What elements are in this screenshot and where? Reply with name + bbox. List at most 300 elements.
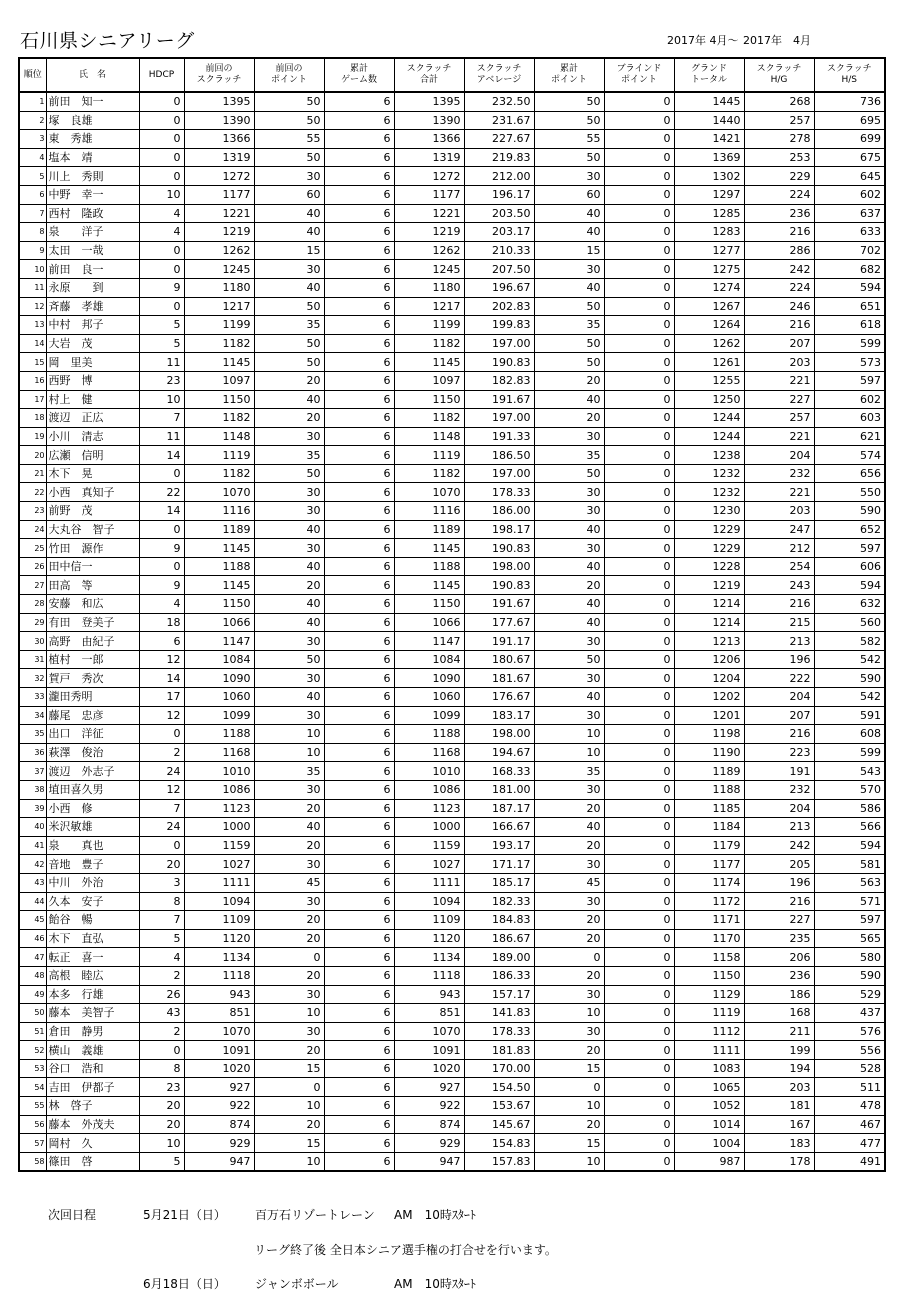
value-cell: 1277 [674, 241, 744, 260]
value-cell: 178.33 [464, 483, 534, 502]
value-cell: 581 [814, 855, 885, 874]
value-cell: 30 [534, 892, 604, 911]
value-cell: 675 [814, 148, 885, 167]
name-cell: 本多 行雄 [46, 985, 139, 1004]
value-cell: 695 [814, 111, 885, 130]
value-cell: 1189 [394, 520, 464, 539]
value-cell: 1091 [394, 1041, 464, 1060]
value-cell: 236 [744, 204, 814, 223]
column-header: 前回の ポイント [254, 58, 324, 92]
value-cell: 40 [534, 223, 604, 242]
rank-cell: 45 [19, 911, 46, 930]
value-cell: 20 [534, 836, 604, 855]
value-cell: 563 [814, 873, 885, 892]
value-cell: 171.17 [464, 855, 534, 874]
table-row [19, 632, 885, 651]
value-cell: 0 [604, 650, 674, 669]
value-cell: 45 [534, 873, 604, 892]
table-row [19, 780, 885, 799]
name-cell: 小西 修 [46, 799, 139, 818]
value-cell: 637 [814, 204, 885, 223]
rank-cell: 2 [19, 111, 46, 130]
value-cell: 1052 [674, 1097, 744, 1116]
value-cell: 1217 [184, 297, 254, 316]
value-cell: 212 [744, 539, 814, 558]
value-cell: 0 [604, 1097, 674, 1116]
value-cell: 198.00 [464, 725, 534, 744]
rank-cell: 5 [19, 167, 46, 186]
value-cell: 1094 [394, 892, 464, 911]
table-row [19, 185, 885, 204]
value-cell: 191.67 [464, 595, 534, 614]
value-cell: 1264 [674, 316, 744, 335]
value-cell: 210.33 [464, 241, 534, 260]
name-cell: 篠田 啓 [46, 1152, 139, 1171]
value-cell: 186.33 [464, 966, 534, 985]
value-cell: 0 [604, 1134, 674, 1153]
value-cell: 30 [534, 539, 604, 558]
value-cell: 40 [254, 223, 324, 242]
table-row [19, 334, 885, 353]
value-cell: 651 [814, 297, 885, 316]
value-cell: 6 [324, 241, 394, 260]
value-cell: 1285 [674, 204, 744, 223]
column-header: スクラッチ H/G [744, 58, 814, 92]
value-cell: 50 [534, 111, 604, 130]
value-cell: 1070 [184, 483, 254, 502]
value-cell: 1261 [674, 353, 744, 372]
value-cell: 0 [604, 929, 674, 948]
value-cell: 20 [254, 576, 324, 595]
value-cell: 40 [534, 390, 604, 409]
value-cell: 30 [534, 985, 604, 1004]
value-cell: 257 [744, 111, 814, 130]
value-cell: 6 [324, 409, 394, 428]
value-cell: 597 [814, 911, 885, 930]
value-cell: 922 [394, 1097, 464, 1116]
rank-cell: 30 [19, 632, 46, 651]
value-cell: 1091 [184, 1041, 254, 1060]
value-cell: 2 [139, 1022, 184, 1041]
rank-cell: 46 [19, 929, 46, 948]
value-cell: 1145 [184, 353, 254, 372]
value-cell: 602 [814, 185, 885, 204]
table-row [19, 799, 885, 818]
rank-cell: 49 [19, 985, 46, 1004]
value-cell: 20 [254, 836, 324, 855]
value-cell: 247 [744, 520, 814, 539]
value-cell: 0 [604, 818, 674, 837]
value-cell: 1145 [394, 539, 464, 558]
rank-cell: 19 [19, 427, 46, 446]
name-cell: 泉 洋子 [46, 223, 139, 242]
value-cell: 874 [184, 1115, 254, 1134]
value-cell: 0 [604, 111, 674, 130]
value-cell: 182.83 [464, 371, 534, 390]
value-cell: 0 [604, 1041, 674, 1060]
value-cell: 141.83 [464, 1004, 534, 1023]
value-cell: 10 [534, 743, 604, 762]
value-cell: 6 [324, 929, 394, 948]
name-cell: 村上 健 [46, 390, 139, 409]
value-cell: 1245 [184, 260, 254, 279]
value-cell: 927 [184, 1078, 254, 1097]
value-cell: 50 [254, 334, 324, 353]
value-cell: 1255 [674, 371, 744, 390]
value-cell: 178 [744, 1152, 814, 1171]
value-cell: 190.83 [464, 576, 534, 595]
value-cell: 1182 [184, 464, 254, 483]
value-cell: 1182 [394, 409, 464, 428]
value-cell: 50 [534, 650, 604, 669]
value-cell: 0 [139, 148, 184, 167]
value-cell: 682 [814, 260, 885, 279]
table-row [19, 873, 885, 892]
value-cell: 1014 [674, 1115, 744, 1134]
value-cell: 1250 [674, 390, 744, 409]
value-cell: 1145 [184, 539, 254, 558]
value-cell: 1177 [184, 185, 254, 204]
value-cell: 30 [534, 502, 604, 521]
value-cell: 1134 [394, 948, 464, 967]
value-cell: 196.67 [464, 278, 534, 297]
value-cell: 14 [139, 669, 184, 688]
value-cell: 145.67 [464, 1115, 534, 1134]
value-cell: 50 [534, 334, 604, 353]
value-cell: 206 [744, 948, 814, 967]
value-cell: 1369 [674, 148, 744, 167]
value-cell: 0 [604, 260, 674, 279]
value-cell: 20 [534, 576, 604, 595]
value-cell: 20 [254, 1041, 324, 1060]
name-cell: 広瀬 信明 [46, 446, 139, 465]
value-cell: 0 [139, 167, 184, 186]
value-cell: 20 [254, 911, 324, 930]
value-cell: 7 [139, 799, 184, 818]
value-cell: 35 [254, 316, 324, 335]
value-cell: 6 [324, 836, 394, 855]
value-cell: 6 [324, 743, 394, 762]
value-cell: 1232 [674, 464, 744, 483]
value-cell: 40 [254, 818, 324, 837]
value-cell: 1228 [674, 557, 744, 576]
value-cell: 10 [534, 1004, 604, 1023]
table-row [19, 483, 885, 502]
value-cell: 6 [324, 371, 394, 390]
rank-cell: 55 [19, 1097, 46, 1116]
value-cell: 20 [139, 1115, 184, 1134]
value-cell: 1262 [674, 334, 744, 353]
value-cell: 20 [139, 1097, 184, 1116]
value-cell: 511 [814, 1078, 885, 1097]
value-cell: 702 [814, 241, 885, 260]
value-cell: 590 [814, 669, 885, 688]
value-cell: 167 [744, 1115, 814, 1134]
value-cell: 1172 [674, 892, 744, 911]
value-cell: 35 [534, 316, 604, 335]
value-cell: 6 [324, 911, 394, 930]
value-cell: 9 [139, 539, 184, 558]
value-cell: 8 [139, 892, 184, 911]
value-cell: 186 [744, 985, 814, 1004]
value-cell: 253 [744, 148, 814, 167]
value-cell: 50 [254, 92, 324, 111]
value-cell: 602 [814, 390, 885, 409]
value-cell: 193.17 [464, 836, 534, 855]
table-row [19, 613, 885, 632]
next-date: 5月21日（日） [143, 1208, 226, 1222]
rank-cell: 50 [19, 1004, 46, 1023]
value-cell: 0 [534, 948, 604, 967]
value-cell: 1060 [184, 688, 254, 707]
value-cell: 0 [604, 502, 674, 521]
value-cell: 50 [254, 111, 324, 130]
value-cell: 929 [184, 1134, 254, 1153]
value-cell: 1180 [184, 278, 254, 297]
value-cell: 202.83 [464, 297, 534, 316]
table-row [19, 502, 885, 521]
value-cell: 227.67 [464, 130, 534, 149]
name-cell: 斉藤 孝雄 [46, 297, 139, 316]
value-cell: 0 [139, 520, 184, 539]
value-cell: 186.00 [464, 502, 534, 521]
value-cell: 1189 [184, 520, 254, 539]
value-cell: 278 [744, 130, 814, 149]
value-cell: 0 [604, 167, 674, 186]
column-header: HDCP [139, 58, 184, 92]
value-cell: 1221 [394, 204, 464, 223]
value-cell: 204 [744, 799, 814, 818]
value-cell: 50 [534, 464, 604, 483]
value-cell: 0 [604, 223, 674, 242]
value-cell: 6 [324, 1059, 394, 1078]
value-cell: 15 [254, 241, 324, 260]
value-cell: 1150 [184, 595, 254, 614]
value-cell: 1204 [674, 669, 744, 688]
value-cell: 5 [139, 929, 184, 948]
value-cell: 190.83 [464, 539, 534, 558]
rank-cell: 18 [19, 409, 46, 428]
value-cell: 1170 [674, 929, 744, 948]
value-cell: 9 [139, 576, 184, 595]
rank-cell: 44 [19, 892, 46, 911]
value-cell: 1182 [184, 409, 254, 428]
name-cell: 米沢敏雄 [46, 818, 139, 837]
value-cell: 1000 [184, 818, 254, 837]
value-cell: 6 [324, 688, 394, 707]
name-cell: 瀧田秀明 [46, 688, 139, 707]
value-cell: 182.33 [464, 892, 534, 911]
value-cell: 10 [254, 1004, 324, 1023]
value-cell: 0 [604, 725, 674, 744]
value-cell: 0 [139, 464, 184, 483]
table-row [19, 836, 885, 855]
value-cell: 947 [394, 1152, 464, 1171]
rank-cell: 52 [19, 1041, 46, 1060]
value-cell: 30 [254, 892, 324, 911]
value-cell: 1262 [184, 241, 254, 260]
table-row [19, 1115, 885, 1134]
table-body [19, 92, 885, 1171]
rank-cell: 7 [19, 204, 46, 223]
value-cell: 1159 [184, 836, 254, 855]
table-row [19, 111, 885, 130]
table-row [19, 1059, 885, 1078]
value-cell: 5 [139, 316, 184, 335]
value-cell: 6 [324, 595, 394, 614]
value-cell: 1319 [184, 148, 254, 167]
table-row [19, 557, 885, 576]
value-cell: 186.50 [464, 446, 534, 465]
name-cell: 前田 良一 [46, 260, 139, 279]
value-cell: 15 [534, 1134, 604, 1153]
value-cell: 6 [324, 725, 394, 744]
value-cell: 597 [814, 539, 885, 558]
name-cell: 谷口 浩和 [46, 1059, 139, 1078]
rank-cell: 10 [19, 260, 46, 279]
value-cell: 26 [139, 985, 184, 1004]
value-cell: 542 [814, 650, 885, 669]
name-cell: 転正 喜一 [46, 948, 139, 967]
value-cell: 216 [744, 316, 814, 335]
value-cell: 205 [744, 855, 814, 874]
table-row [19, 818, 885, 837]
name-cell: 大岩 茂 [46, 334, 139, 353]
value-cell: 55 [254, 130, 324, 149]
value-cell: 1119 [674, 1004, 744, 1023]
rank-cell: 22 [19, 483, 46, 502]
value-cell: 0 [139, 836, 184, 855]
value-cell: 8 [139, 1059, 184, 1078]
name-cell: 前野 茂 [46, 502, 139, 521]
value-cell: 216 [744, 725, 814, 744]
value-cell: 198.00 [464, 557, 534, 576]
value-cell: 203 [744, 1078, 814, 1097]
value-cell: 216 [744, 595, 814, 614]
name-cell: 岡 里美 [46, 353, 139, 372]
value-cell: 6 [324, 892, 394, 911]
value-cell: 20 [254, 1115, 324, 1134]
name-cell: 藤本 外茂夫 [46, 1115, 139, 1134]
rank-cell: 14 [19, 334, 46, 353]
column-header: スクラッチ H/S [814, 58, 885, 92]
value-cell: 186.67 [464, 929, 534, 948]
value-cell: 12 [139, 780, 184, 799]
value-cell: 183.17 [464, 706, 534, 725]
second-venue: ジャンボボール [255, 1277, 339, 1291]
value-cell: 0 [604, 92, 674, 111]
table-header-row [19, 58, 885, 92]
value-cell: 20 [254, 799, 324, 818]
value-cell: 0 [139, 557, 184, 576]
value-cell: 4 [139, 204, 184, 223]
value-cell: 6 [324, 185, 394, 204]
value-cell: 243 [744, 576, 814, 595]
name-cell: 有田 登美子 [46, 613, 139, 632]
rank-cell: 40 [19, 818, 46, 837]
value-cell: 10 [254, 743, 324, 762]
value-cell: 1262 [394, 241, 464, 260]
name-cell: 木下 直弘 [46, 929, 139, 948]
value-cell: 1201 [674, 706, 744, 725]
table-row [19, 223, 885, 242]
value-cell: 6 [324, 334, 394, 353]
value-cell: 170.00 [464, 1059, 534, 1078]
value-cell: 18 [139, 613, 184, 632]
value-cell: 1111 [674, 1041, 744, 1060]
value-cell: 1084 [184, 650, 254, 669]
value-cell: 947 [184, 1152, 254, 1171]
table-row [19, 427, 885, 446]
value-cell: 1084 [394, 650, 464, 669]
next-venue: 百万石リゾートレーン [255, 1208, 375, 1222]
value-cell: 1109 [394, 911, 464, 930]
value-cell: 268 [744, 92, 814, 111]
value-cell: 0 [139, 297, 184, 316]
value-cell: 0 [604, 1078, 674, 1097]
column-header: 氏 名 [46, 58, 139, 92]
value-cell: 242 [744, 260, 814, 279]
value-cell: 15 [534, 1059, 604, 1078]
name-cell: 久本 安子 [46, 892, 139, 911]
value-cell: 1219 [674, 576, 744, 595]
value-cell: 43 [139, 1004, 184, 1023]
value-cell: 1119 [184, 446, 254, 465]
value-cell: 1097 [394, 371, 464, 390]
value-cell: 1020 [394, 1059, 464, 1078]
value-cell: 0 [604, 948, 674, 967]
value-cell: 20 [534, 799, 604, 818]
value-cell: 1213 [674, 632, 744, 651]
value-cell: 0 [604, 669, 674, 688]
value-cell: 181.00 [464, 780, 534, 799]
rank-cell: 51 [19, 1022, 46, 1041]
rank-cell: 24 [19, 520, 46, 539]
value-cell: 181.83 [464, 1041, 534, 1060]
value-cell: 491 [814, 1152, 885, 1171]
value-cell: 40 [534, 595, 604, 614]
value-cell: 1168 [394, 743, 464, 762]
value-cell: 197.00 [464, 464, 534, 483]
value-cell: 590 [814, 966, 885, 985]
value-cell: 6 [324, 1022, 394, 1041]
rank-cell: 32 [19, 669, 46, 688]
name-cell: 田中信一 [46, 557, 139, 576]
value-cell: 943 [394, 985, 464, 1004]
value-cell: 1099 [394, 706, 464, 725]
value-cell: 10 [139, 185, 184, 204]
value-cell: 6 [324, 799, 394, 818]
value-cell: 6 [324, 539, 394, 558]
name-cell: 林 啓子 [46, 1097, 139, 1116]
value-cell: 0 [139, 111, 184, 130]
value-cell: 191.33 [464, 427, 534, 446]
value-cell: 987 [674, 1152, 744, 1171]
value-cell: 191.17 [464, 632, 534, 651]
table-row [19, 855, 885, 874]
value-cell: 211 [744, 1022, 814, 1041]
value-cell: 1120 [184, 929, 254, 948]
value-cell: 1159 [394, 836, 464, 855]
table-row [19, 260, 885, 279]
value-cell: 652 [814, 520, 885, 539]
value-cell: 40 [254, 278, 324, 297]
value-cell: 40 [254, 204, 324, 223]
name-cell: 西野 博 [46, 371, 139, 390]
value-cell: 50 [534, 297, 604, 316]
value-cell: 20 [534, 1115, 604, 1134]
name-cell: 植村 一郎 [46, 650, 139, 669]
